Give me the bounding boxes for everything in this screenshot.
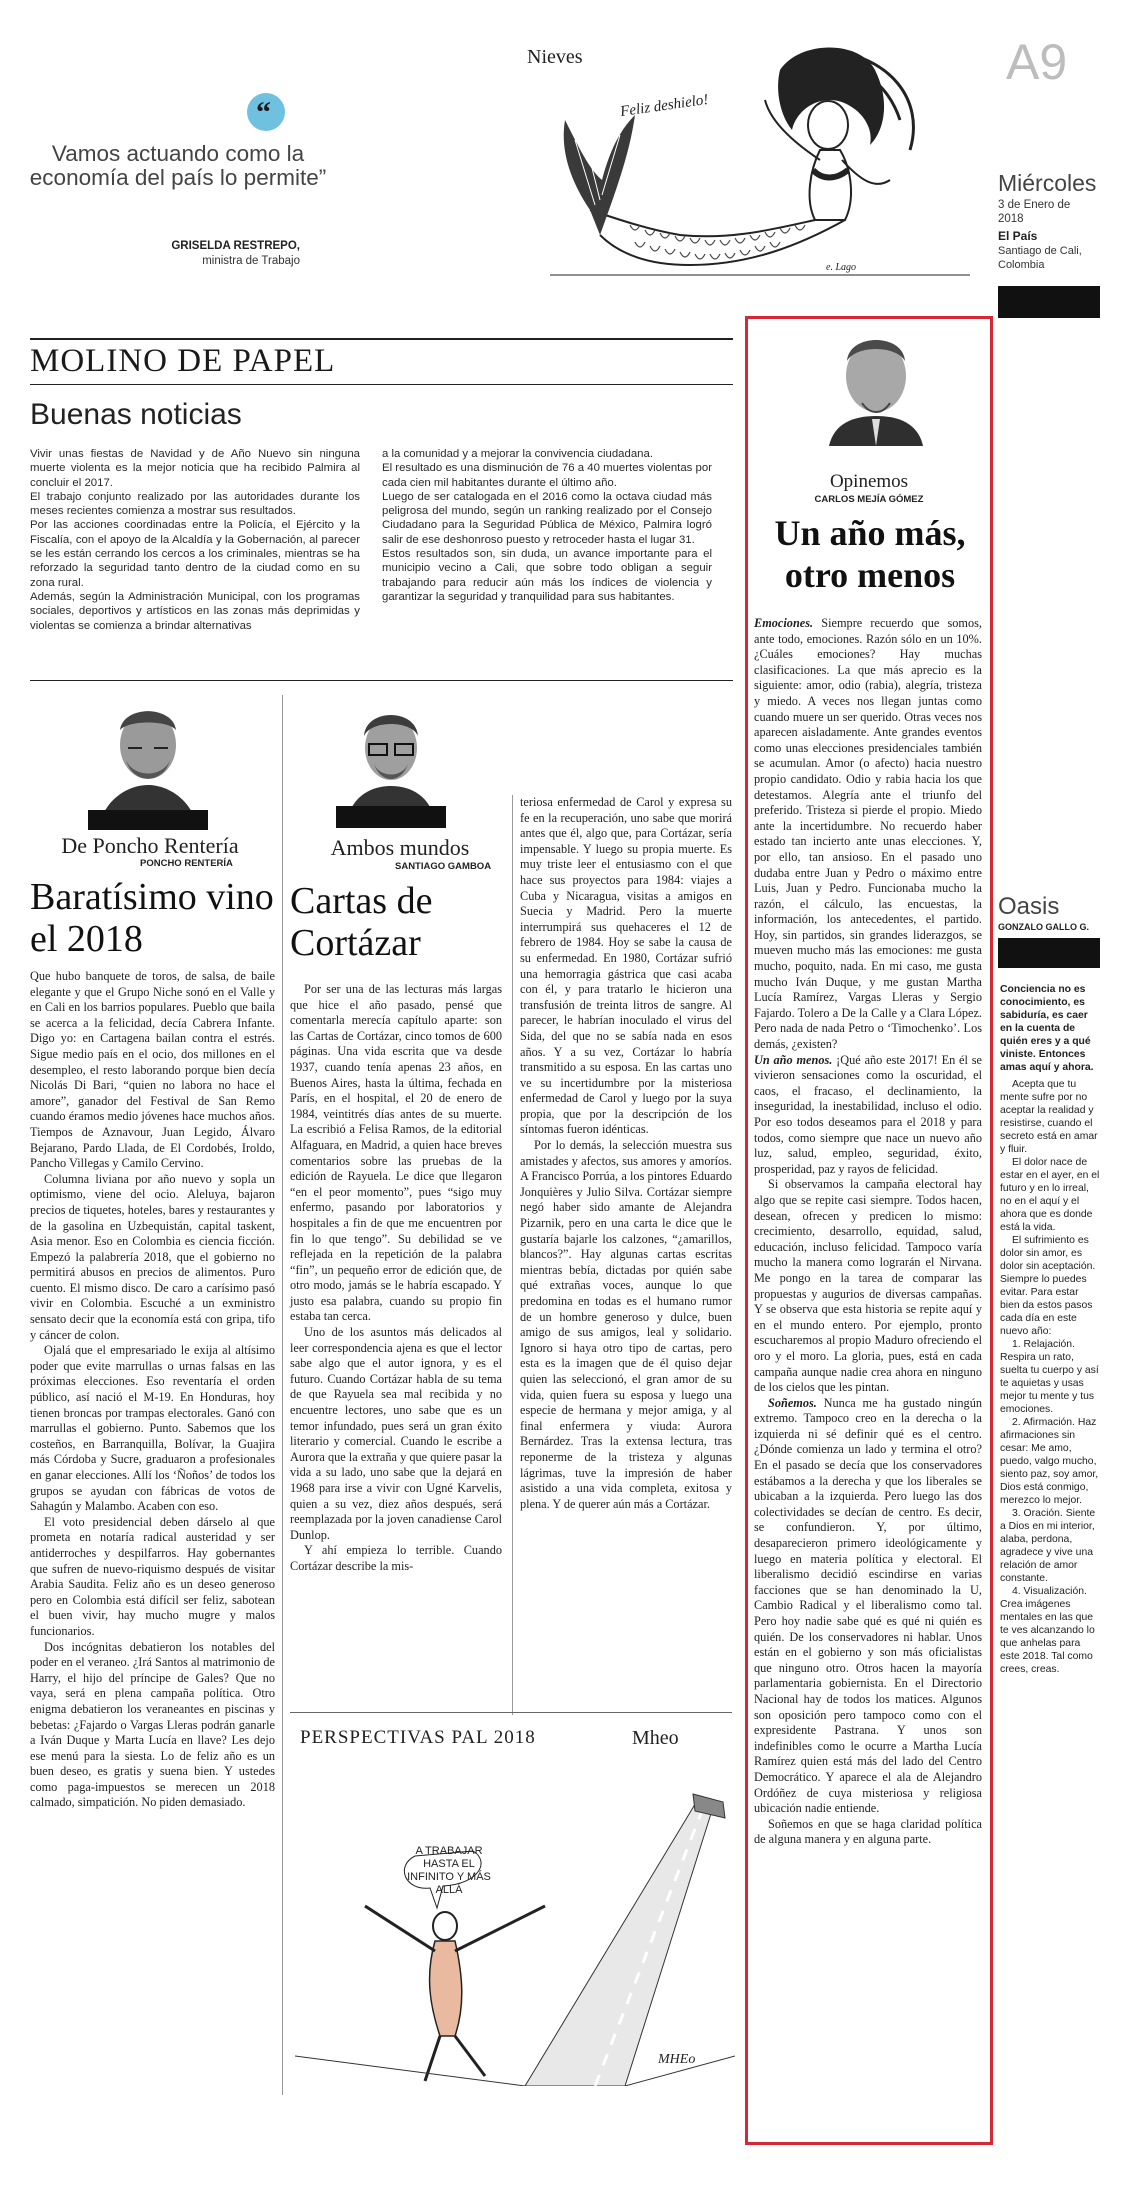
opinemos-para [754, 1177, 982, 1395]
opinemos-text: Nunca me ha gustado ningún extremo. Tampoco creo en la derecha o la izquierda ni sé definir qué es el centro. ¿Dónde comienza un lado y termina el otro? En el pasado se decía que los conservadores estábamos a la derecha y que los liberales se ubicaban a la izquierda. Pero luego las dos colectividades se decían de centro. Es decir, se confundieron. Y, por último, desaparecieron primero ideológicamente y luego en materia política y electoral. El liberalismo decidió escindirse en varias facciones que se han denominado la U, Cambio Radical y el liberalismo como tal. Pero hoy nadie sabe qué es qué ni quién es quién. De los conservadores ni hablar. Unos están en el gobierno y son más oficialistas que ninguno otro. Otros hacen la mayoría parlamentaria gobiernista. En el Directorio Nacional hay de todos los matices. Algunos son oposición pero tampoco como con el expresidente Pastrana. Y unos son indefinibles como le ocurre a Martha Lucía Ramírez quien está más del lado del Centro Democrático. Y aparece el ala de Alejandro Ordóñez de cuya misteriosa y religiosa ubicación nadie entiende. [754, 1395, 982, 1816]
gamboa-para: Y ahí empieza lo terrible. Cuando Cortázar describe la mis- [290, 1543, 502, 1573]
cartoon2-top-rule [290, 1712, 732, 1713]
newspaper-name: El País [998, 229, 1038, 243]
top-rule [30, 338, 733, 340]
molino-bottom-rule [30, 680, 733, 681]
gamboa-para: Uno de los asuntos más delicados al leer correspondencia ajena es que el lector sabe algo que el autor ignora, y es el futuro. Cuando Cortázar habla de su tema de que Rayuela sea mal recibida y no encuentre lectores, uno sabe que es un temor infundado, pues será un gran éxito literario y comercial. Cuando le escribe a Aurora que la extraña y que quiere pasar la vida a su lado, uno sabe que la dejará en 1968 para irse a vivir con Ugné Karvelis, quien a su vez, diez años después, será reemplazada por la joven canadiense Carol Dunlop. [290, 1325, 502, 1542]
renteria-photo-bar [88, 810, 208, 830]
opinemos-para [754, 1396, 982, 1817]
molino-headline: Buenas noticias [30, 398, 242, 431]
gamboa-photo [336, 696, 446, 824]
renteria-para: El voto presidencial deben dárselo al que prometa en notaría radical austeridad y ser antiderroches y despilfarros. Hay gobernantes que sufren de nuevo-riquismo después de visitar Arabia Saudita. Feliz año es un deseo generoso pero en Colombia está difícil ser feliz, sabotean el buen vivir, hay mucho mugre y malos funcionarios. [30, 1514, 275, 1638]
cartoon-speech: Feliz deshielo! [619, 91, 710, 121]
gamboa-photo-bar [336, 806, 446, 828]
section-title-rule [30, 384, 733, 385]
header-black-bar [998, 286, 1100, 318]
header-quote: Vamos actuando como la economía del país lo permite” [29, 141, 327, 190]
gamboa-para: teriosa enfermedad de Carol y expresa su fe en la recuperación, uno sabe que morirá antes que él, algo que, para Cortázar, sería impensable. Y luego su propia muerte. Es muy triste leer el entusiasmo con el que hace sus proyectos para 1984: viajes a Cuba y Nicaragua, visitas a amigos en Suecia y Madrid. Pero la muerte interrumpirá sus quehaceres el 12 de febrero de 1984. Hoy se sabe la causa de su enfermedad. En 1980, Cortázar sufrió una hemorragia gástrica que casi acaba con él, y para tratarlo le hicieron una transfusión de treinta litros de sangre. Al parecer, le habrían inoculado el virus del Sida, del que no se sabía nada en esos años. Y a su vez, Cortázar lo habría transmitido a su esposa. En las cartas uno ve su incertidumbre por la misteriosa enfermedad de Carol y luego por la suya propia, que por la descripción de los síntomas fueron idénticas. [520, 795, 732, 1137]
gamboa-author: SANTIAGO GAMBOA [395, 861, 492, 872]
opinemos-column-name: Opinemos [829, 471, 909, 492]
opinemos-lead: Un año menos. [754, 1052, 833, 1067]
oasis-para: 4. Visualización. Crea imágenes mentales en las que te ves alcanzando lo que anhelas para este 2018. Tal como crees, creas. [1000, 1586, 1095, 1675]
opinemos-text: Soñemos en que se haga claridad política de alguna manera y en alguna parte. [754, 1816, 982, 1847]
header-quote-role: ministra de Trabajo [202, 255, 300, 267]
renteria-body [30, 969, 275, 1811]
molino-para: El resultado es una disminución de 76 a 40 muertes violentas por cada cien mil habitantes durante el último año. [382, 462, 712, 489]
opinemos-para [754, 1053, 982, 1178]
renteria-para: Dos incógnitas debatieron los notables del poder en el veraneo. ¿Irá Santos al matrimonio de Harry, el hijo del príncipe de Gales? Que no vaya, será en plena campaña política. Otro enigma debatieron los veraneantes en piscinas y bebetas: ¿Fajardo o Vargas Lleras podrán ganarle a Iván Duque y Marta Lucía en llave? Les dejo ese menú para la siesta. Lo de feliz año es un buen deseo, es gratis y suena bien. Y ustedes como paga-impuestos se merecen un 2018 calmado, simpatición. No piden demasiado. [30, 1639, 275, 1810]
opinemos-para [754, 616, 982, 1053]
oasis-para: El sufrimiento es dolor sin amor, es dolor sin aceptación. Siempre lo puedes evitar. Para estar bien da estos pasos cada día en este nuevo año: [1000, 1235, 1096, 1337]
divider-v2 [512, 795, 513, 1715]
city: Santiago de Cali, Colombia [998, 245, 1082, 271]
opinemos-text: Siempre recuerdo que somos, ante todo, emociones. Razón sólo en un 10%. ¿Cuáles emociones? Hay muchas clasificaciones. La que más aprecio es la siguiente: amor, odio (rabia), alegría, tristeza y miedo. A veces nos llegan juntas como cuando muere un ser querido. Otras veces nos aparecen aisladamente. Ante grandes eventos como unas elecciones presidenciales también se acumulan. Amor (o afecto) hacia nuestro propio candidato. Odio y rabia hacia los que detestamos. Alegría ante el triunfo del preferido. Tristeza si pierde el propio. Miedo ante la incertidumbre. No recuerdo haber estado tan incierto ante unas elecciones. Y, por ello, tan ansioso. En el pasado uno dudaba entre Juan y Pedro o máximo entre Luis, Juan y Pedro. Funcionaba mucho la razón, el cálculo, las encuestas, la información, los antecedentes, el partido. Hoy, sin partidos, sin grandes liderazgos, se mueven mucho más las emociones: me gusta mucho, poquito, nada. En mi caso, me gusta mucho Iván Duque, y me gustan Martha Lucía Ramírez, Vargas Lleras y Sergio Fajardo. Tolero a De la Calle y a Clara López. Pero nada de nada Petro o ‘Timochenko’. Los demás, ¿existen? [754, 616, 982, 1052]
cartoon2-speech: A TRABAJAR HASTA EL INFINITO Y MÁS ALLÁ [407, 1845, 491, 1896]
cartoon2-signature: MHEo [658, 2052, 696, 2067]
opinemos-para [754, 1817, 982, 1848]
gamboa-col-1 [290, 982, 502, 1575]
renteria-photo [88, 690, 208, 830]
gamboa-headline: Cartas de Cortázar [290, 880, 433, 964]
page-number: A9 [1006, 34, 1068, 90]
renteria-headline: Baratísimo vino el 2018 [30, 876, 274, 960]
molino-col-1 [30, 447, 360, 633]
molino-para: Vivir unas fiestas de Navidad y de Año Nuevo sin ninguna muerte violenta es la mejor noticia que ha recibido Palmira al concluir el 2017. [30, 448, 360, 489]
oasis-para: 2. Afirmación. Haz afirmaciones sin cesar: Me amo, puedo, valgo mucho, siento paz, soy amor, Dios está conmigo, merezco lo mejor. [1000, 1417, 1099, 1506]
oasis-intro: Conciencia no es conocimiento, es sabiduría, es caer en la cuenta de quién eres y a qué viniste. Entonces amas aquí y ahora. [1000, 984, 1094, 1073]
opinemos-lead: Emociones. [754, 616, 814, 630]
oasis-body [1000, 983, 1100, 1676]
opinemos-body [754, 616, 982, 1848]
runway-cartoon [295, 1756, 735, 2086]
date: 3 de Enero de 2018 [998, 199, 1071, 225]
molino-para: a la comunidad y a mejorar la convivencia ciudadana. [382, 448, 654, 460]
gamboa-para: Por ser una de las lecturas más largas que hice el año pasado, pensé que comentarla merecía capítulo aparte: son las Cartas de Cortázar, cinco tomos de 600 páginas. Una vida escrita que va desde 1937, cuando tenía apenas 23 años, en Buenos Aires, hasta la última, fechada en París, en el hospital, el 20 de enero de 1984, veintitrés días antes de su muerte. La escribió a Felisa Ramos, de la editorial Alfaguara, en Madrid, a quien hace breves comentarios sobre las pruebas de la edición de Rayuela. Le dice que llegaron “en el peor momento”, pues “sigo muy enfermo, pasando por laboratorios y hospitales a fin de que me encuentren por fin lo que tengo”. Su debilidad se ve reflejada en la repetición de la palabra “fin”, un pequeño error de edición que, de otro modo, jamás se le habría escapado. Y justo esa palabra, cuando su propio fin estaba tan cerca. [290, 982, 502, 1324]
molino-para: Luego de ser catalogada en el 2016 como la octava ciudad más peligrosa del mundo, según un ranking realizado por el Consejo Ciudadano para la Seguridad Pública de México, Palmira logró salir de ese deshonroso puesto y retroceder hasta el lugar 31. [382, 490, 712, 546]
oasis-para: 3. Oración. Siente a Dios en mi interior, alaba, perdona, agradece y vive una relación de amor constante. [1000, 1508, 1096, 1584]
cartoon2-artist: Mheo [632, 1727, 679, 1749]
mermaid-cartoon [530, 30, 990, 288]
molino-col-2 [382, 447, 712, 604]
opinemos-photo [824, 321, 928, 446]
oasis-black-bar [998, 938, 1100, 968]
oasis-para: Acepta que tu mente sufre por no aceptar la realidad y resistirse, cuando el secreto está en amar y fluir. [1000, 1079, 1098, 1155]
renteria-para: Que hubo banquete de toros, de salsa, de baile elegante y que el Grupo Niche sonó en el Valle y en Cali en los barrios populares. Pueblo que baila se acerca a la felicidad, decía Cabrera Infante. Digo yo: en Cartagena bailan contra el estrés. Sigue medio país en el ocio, dos millones en el desempleo, el resto laborando porque bien decía Nicolás Di Bari, “quien no labora no hace el amore”, ganador del Festival de San Remo cuando éramos medio jóvenes hace muchos años. Tiempos de Aznavour, Juan Legido, Álvaro Bejarano, Pardo Llada, de El Cordobés, Iroldo, Pancho Villegas y Camilo Cervino. [30, 969, 275, 1171]
oasis-column-name: Oasis [998, 893, 1060, 920]
cartoon-title: Nieves [527, 46, 583, 68]
gamboa-column-name: Ambos mundos [330, 835, 470, 860]
opinemos-headline: Un año más, otro menos [774, 513, 966, 595]
cartoon2-title: PERSPECTIVAS PAL 2018 [300, 1727, 536, 1748]
opinemos-lead: Soñemos. [768, 1395, 817, 1410]
molino-para: Además, según la Administración Municipal, con los programas sociales, deportivos y artísticos en las zonas más deprimidas y violentas se comienza a brindar alternativas [30, 590, 360, 632]
oasis-para: 1. Relajación. Respira un rato, suelta tu cuerpo y así te aquietas y usas mejor tu mente y tus emociones. [1000, 1339, 1099, 1415]
molino-para: Estos resultados son, sin duda, un avance importante para el municipio vecino a Cali, que sobre todo obligan a seguir trabajando para reducir aún más los índices de violencia y garantizar la seguridad y tranquilidad para sus habitantes. [382, 548, 712, 603]
renteria-author: PONCHO RENTERÍA [140, 858, 233, 869]
renteria-para: Ojalá que el empresariado le exija al altísimo poder que evite marrullas o urnas falsas en las próximas elecciones. Eso reventaría el orden público, así nació el M-19. En Honduras, hoy tienen broncas por trampas electorales. Ganó con marrullas el gobierno. Punto. Sabemos que los costeños, en Barranquilla, Bolívar, la Guajira más Córdoba y Sucre, graduaron a profesionales en ganar elecciones. Allí los ‘Ñoños’ de todos los grupos se ayudan con fábricas de votos de Sahagún y Malambo. Acaben con eso. [30, 1343, 275, 1514]
molino-para: Por las acciones coordinadas entre la Policía, el Ejército y la Fiscalía, con el apoyo de la Alcaldía y la Gobernación, al parecer se les están cerrando los cercos a los criminales, mientras se ha reforzado la seguridad tanto dentro de la ciudad como en su zona rural. [30, 519, 360, 589]
cartoon-signature: e. Lago [826, 262, 856, 273]
header-quote-author: GRISELDA RESTREPO, [171, 240, 300, 252]
renteria-column-name: De Poncho Rentería [61, 833, 239, 858]
section-title: MOLINO DE PAPEL [30, 343, 336, 379]
quote-mark-glyph: “ [256, 96, 271, 129]
renteria-para: Columna liviana por año nuevo y sopla un optimismo, viene del ocio. Aleluya, bajaron precios de tiquetes, hoteles, bares y restaurantes y de la gasolina en Uzbequistán, capital taskent, Asia menor. Eso en Colombia es ciencia ficción. Empezó la palabrería 2018, que el gobierno no permitirá abusos en precios de alimentos. Puro cuento. El mismo disco. De caro a carísimo pasó vivir en Colombia. Escuché a un exministro sensato decir que la economía está con gripa, tifo y cáncer de colon. [30, 1171, 275, 1342]
molino-para: El trabajo conjunto realizado por las autoridades durante los meses recientes comienza a mostrar sus resultados. [30, 490, 360, 518]
gamboa-col-2 [520, 795, 732, 1512]
weekday: Miércoles [998, 170, 1097, 196]
opinemos-text: Si observamos la campaña electoral hay algo que se repite casi siempre. Todos hacen, desean, ofrecen y predicen lo mismo: crecimiento, desarrollo, equidad, salud, educación, incluso felicidad. Tampoco varía mucho la manera como lograrán el Nirvana. Me pongo en la tarea de comparar las propuestas y augurios de diversas campañas. Y se observa que esta historia se repite aquí y en el mundo entero. Por ejemplo, pronto escucharemos al propio Maduro ofreciendo el oro y el moro. La gloria, pues, está en cada campaña aunque nadie crea ahora en ninguno de los cielos que les pintan. [754, 1177, 982, 1395]
oasis-para: El dolor nace de estar en el ayer, en el futuro y en lo irreal, no en el aquí y el ahora que es donde está la vida. [1000, 1157, 1100, 1233]
oasis-author: GONZALO GALLO G. [998, 922, 1089, 932]
opinemos-author: CARLOS MEJÍA GÓMEZ [814, 494, 924, 505]
divider-v1 [282, 695, 283, 2095]
opinemos-text: ¡Qué año este 2017! En él se vivieron sensaciones como la oscuridad, el caos, el fracaso, el declinamiento, la inseguridad, la inestabilidad, incluso el odio. Por eso todos deseamos para el 2018 y para todos, como siempre que nace un nuevo año luz, salud, empleo, seguridad, éxito, prosperidad, paz y rayos de felicidad. [754, 1052, 982, 1176]
gamboa-para: Por lo demás, la selección muestra sus amistades y afectos, sus amores y amoríos. A Francisco Porrúa, a los pintores Eduardo Jonquières y Julio Silva. Cortázar siempre negó haber sido amante de Alejandra Pizarnik, pero en una carta le dice que le gustaría bajarle los calzones, “¿amarillos, blancos?”. Hay algunas cartas escritas mientras bebía, dictadas por quién sabe qué extrañas voces, aunque lo que predomina en todas es el humano rumor de un hombre generoso y dulce, buen amigo de sus amigos, leal y solidario. Ignoro si haya otro tipo de cartas, pero esta es la imagen que de él quiso dejar quien las seleccionó, el gran amor de su vida, quien fuera su esposa y luego una especie de hermana y mejor amiga, y al final enfermera y viuda: Aurora Bernárdez. Tras la extensa lectura, tras reponerme de la tristeza y algunas lágrimas, tuve la impresión de haber asistido a una vida completa, exitosa y plena. Y de querer aún más a Cortázar. [520, 1138, 732, 1511]
